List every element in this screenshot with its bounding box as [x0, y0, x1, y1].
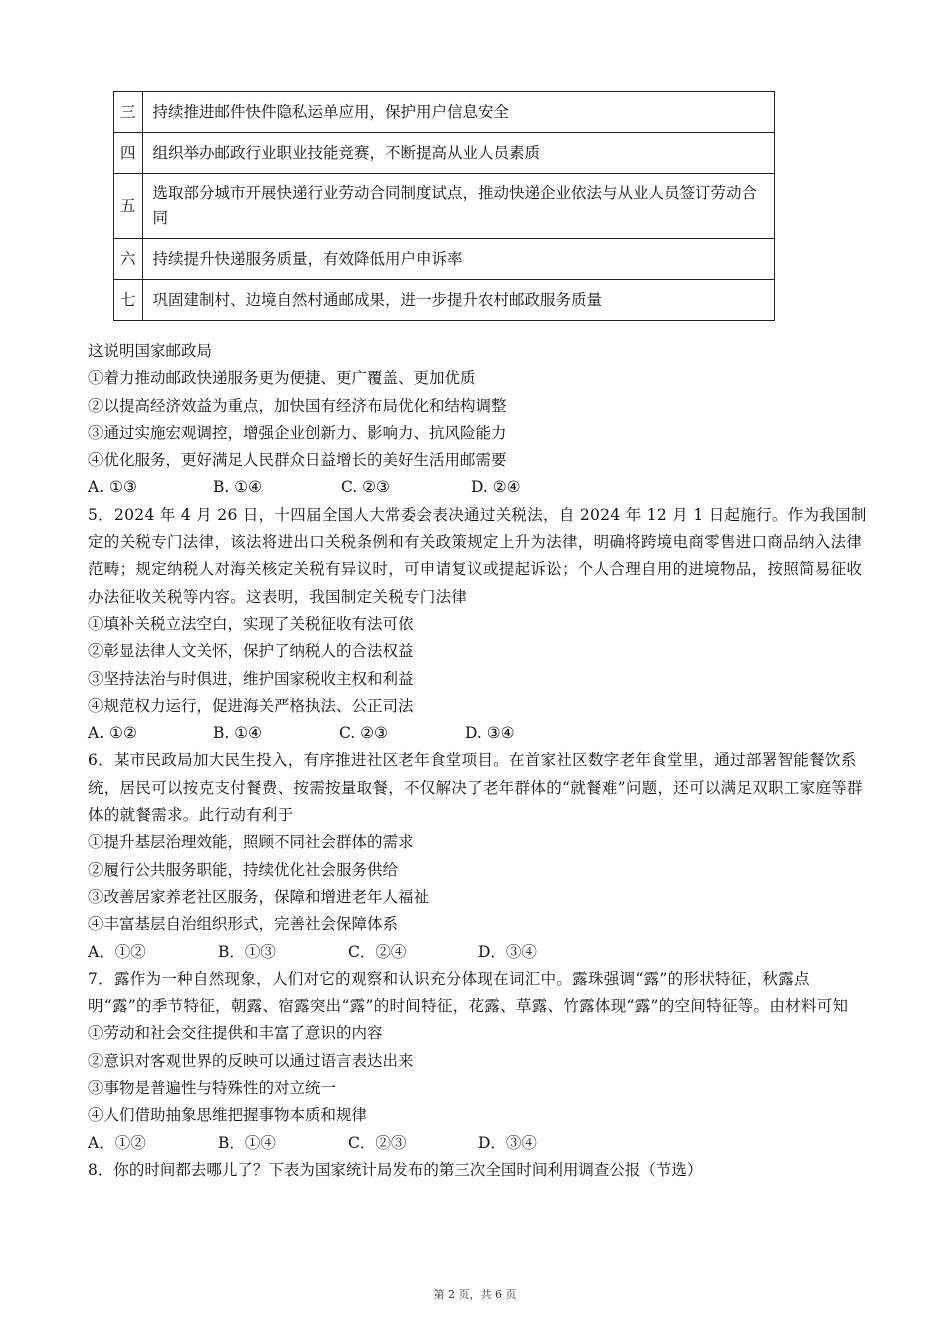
row-text: 组织举办邮政行业职业技能竞赛，不断提高从业人员素质 [142, 133, 774, 174]
q7-item-4: ④人们借助抽象思维把握事物本质和规律 [88, 1106, 368, 1125]
q6-option-c: C．②④ [348, 942, 407, 961]
row-number: 五 [114, 174, 143, 239]
q7-option-a: A．①② [88, 1133, 146, 1152]
table-row [114, 280, 775, 321]
row-number: 七 [114, 280, 143, 321]
row-text: 巩固建制村、边境自然村通邮成果，进一步提升农村邮政服务质量 [142, 280, 774, 321]
q4-stem: 这说明国家邮政局 [88, 342, 213, 360]
q7-options [88, 1130, 868, 1157]
q7-item-3: ③事物是普遍性与特殊性的对立统一 [88, 1079, 337, 1098]
row-number: 六 [114, 239, 143, 280]
q6-stem: 6．某市民政局加大民生投入，有序推进社区老年食堂项目。在首家社区数字老年食堂里，通过部署智能餐饮系统，居民可以按克支付餐费、按需按量取餐，不仅解决了老年群体的“就餐难”问题，还可以满足双职工家庭等群体的就餐需求。此行动有利于 [88, 751, 863, 825]
q4-item-1: ①着力推动邮政快递服务更为便捷、更广覆盖、更加优质 [88, 369, 476, 388]
q5-item-3: ③坚持法治与时俱进，维护国家税收主权和利益 [88, 669, 414, 688]
q5-stem: 5．2024 年 4 月 26 日，十四届全国人大常委会表决通过关税法，自 2024 年 12 月 1 日起施行。作为我国制定的关税专门法律，该法将进出口关税条例和有关政策规定上升为法律，明确将跨境电商零售进口商品纳入法律范畴；规定纳税人对海关核定关税有异议时，可申请复议或提起诉讼；个人合理自用的进境物品，按照简易征收办法征收关税等内容。这表明，我国制定关税专门法律 [88, 505, 867, 606]
q5-option-d: D. ③④ [465, 724, 515, 743]
policy-table [113, 91, 775, 321]
q5-option-c: C. ②③ [339, 724, 388, 743]
q4-options [88, 474, 868, 501]
q7-stem: 7．露作为一种自然现象，人们对它的观察和认识充分体现在词汇中。露珠强调“露”的形状特征，秋露点明“露”的季节特征，朝露、宿露突出“露”的时间特征，花露、草露、竹露体现“露”的空间特征等。由材料可知 [88, 969, 849, 1016]
q6-option-a: A．①② [88, 942, 146, 961]
q6-option-d: D．③④ [478, 942, 537, 961]
q7-option-b: B．①④ [218, 1133, 276, 1152]
q7-option-c: C．②③ [348, 1133, 407, 1152]
row-number: 四 [114, 133, 143, 174]
q6-option-b: B．①③ [218, 942, 276, 961]
q5-item-4: ④规范权力运行，促进海关严格执法、公正司法 [88, 696, 414, 715]
q6-item-4: ④丰富基层自治组织形式，完善社会保障体系 [88, 915, 399, 934]
q5-option-a: A. ①② [88, 724, 137, 743]
q5-option-b: B. ①④ [213, 724, 263, 743]
table-row [114, 174, 775, 239]
q6-options [88, 939, 868, 966]
q4-item-4: ④优化服务，更好满足人民群众日益增长的美好生活用邮需要 [88, 451, 507, 470]
table-row [114, 239, 775, 280]
q4-option-c: C. ②③ [341, 478, 390, 497]
q4-item-2: ②以提高经济效益为重点，加快国有经济布局优化和结构调整 [88, 396, 507, 415]
q7-option-d: D．③④ [478, 1133, 537, 1152]
page-footer: 第 2 页，共 6 页 [433, 1288, 517, 1301]
q8-stem: 8．你的时间都去哪儿了？下表为国家统计局发布的第三次全国时间利用调查公报（节选） [88, 1160, 703, 1179]
row-number: 三 [114, 92, 143, 133]
q5-item-1: ①填补关税立法空白，实现了关税征收有法可依 [88, 614, 414, 633]
q4-option-a: A. ①③ [88, 478, 137, 497]
q4-option-d: D. ②④ [471, 478, 521, 497]
q6-item-2: ②履行公共服务职能，持续优化社会服务供给 [88, 860, 399, 879]
q6-item-1: ①提升基层治理效能，照顾不同社会群体的需求 [88, 833, 414, 852]
table-row [114, 92, 775, 133]
table-row [114, 133, 775, 174]
q5-item-2: ②彰显法律人文关怀，保护了纳税人的合法权益 [88, 642, 414, 661]
row-text: 选取部分城市开展快递行业劳动合同制度试点，推动快递企业依法与从业人员签订劳动合同 [142, 174, 774, 239]
row-text: 持续提升快递服务质量，有效降低用户申诉率 [142, 239, 774, 280]
q4-item-3: ③通过实施宏观调控，增强企业创新力、影响力、抗风险能力 [88, 423, 507, 442]
q6-item-3: ③改善居家养老社区服务，保障和增进老年人福祉 [88, 887, 430, 906]
question-body [88, 338, 868, 1184]
q5-options [88, 720, 868, 747]
q7-item-2: ②意识对客观世界的反映可以通过语言表达出来 [88, 1051, 414, 1070]
row-text: 持续推进邮件快件隐私运单应用，保护用户信息安全 [142, 92, 774, 133]
q4-option-b: B. ①④ [213, 478, 263, 497]
q7-item-1: ①劳动和社会交往提供和丰富了意识的内容 [88, 1024, 383, 1043]
